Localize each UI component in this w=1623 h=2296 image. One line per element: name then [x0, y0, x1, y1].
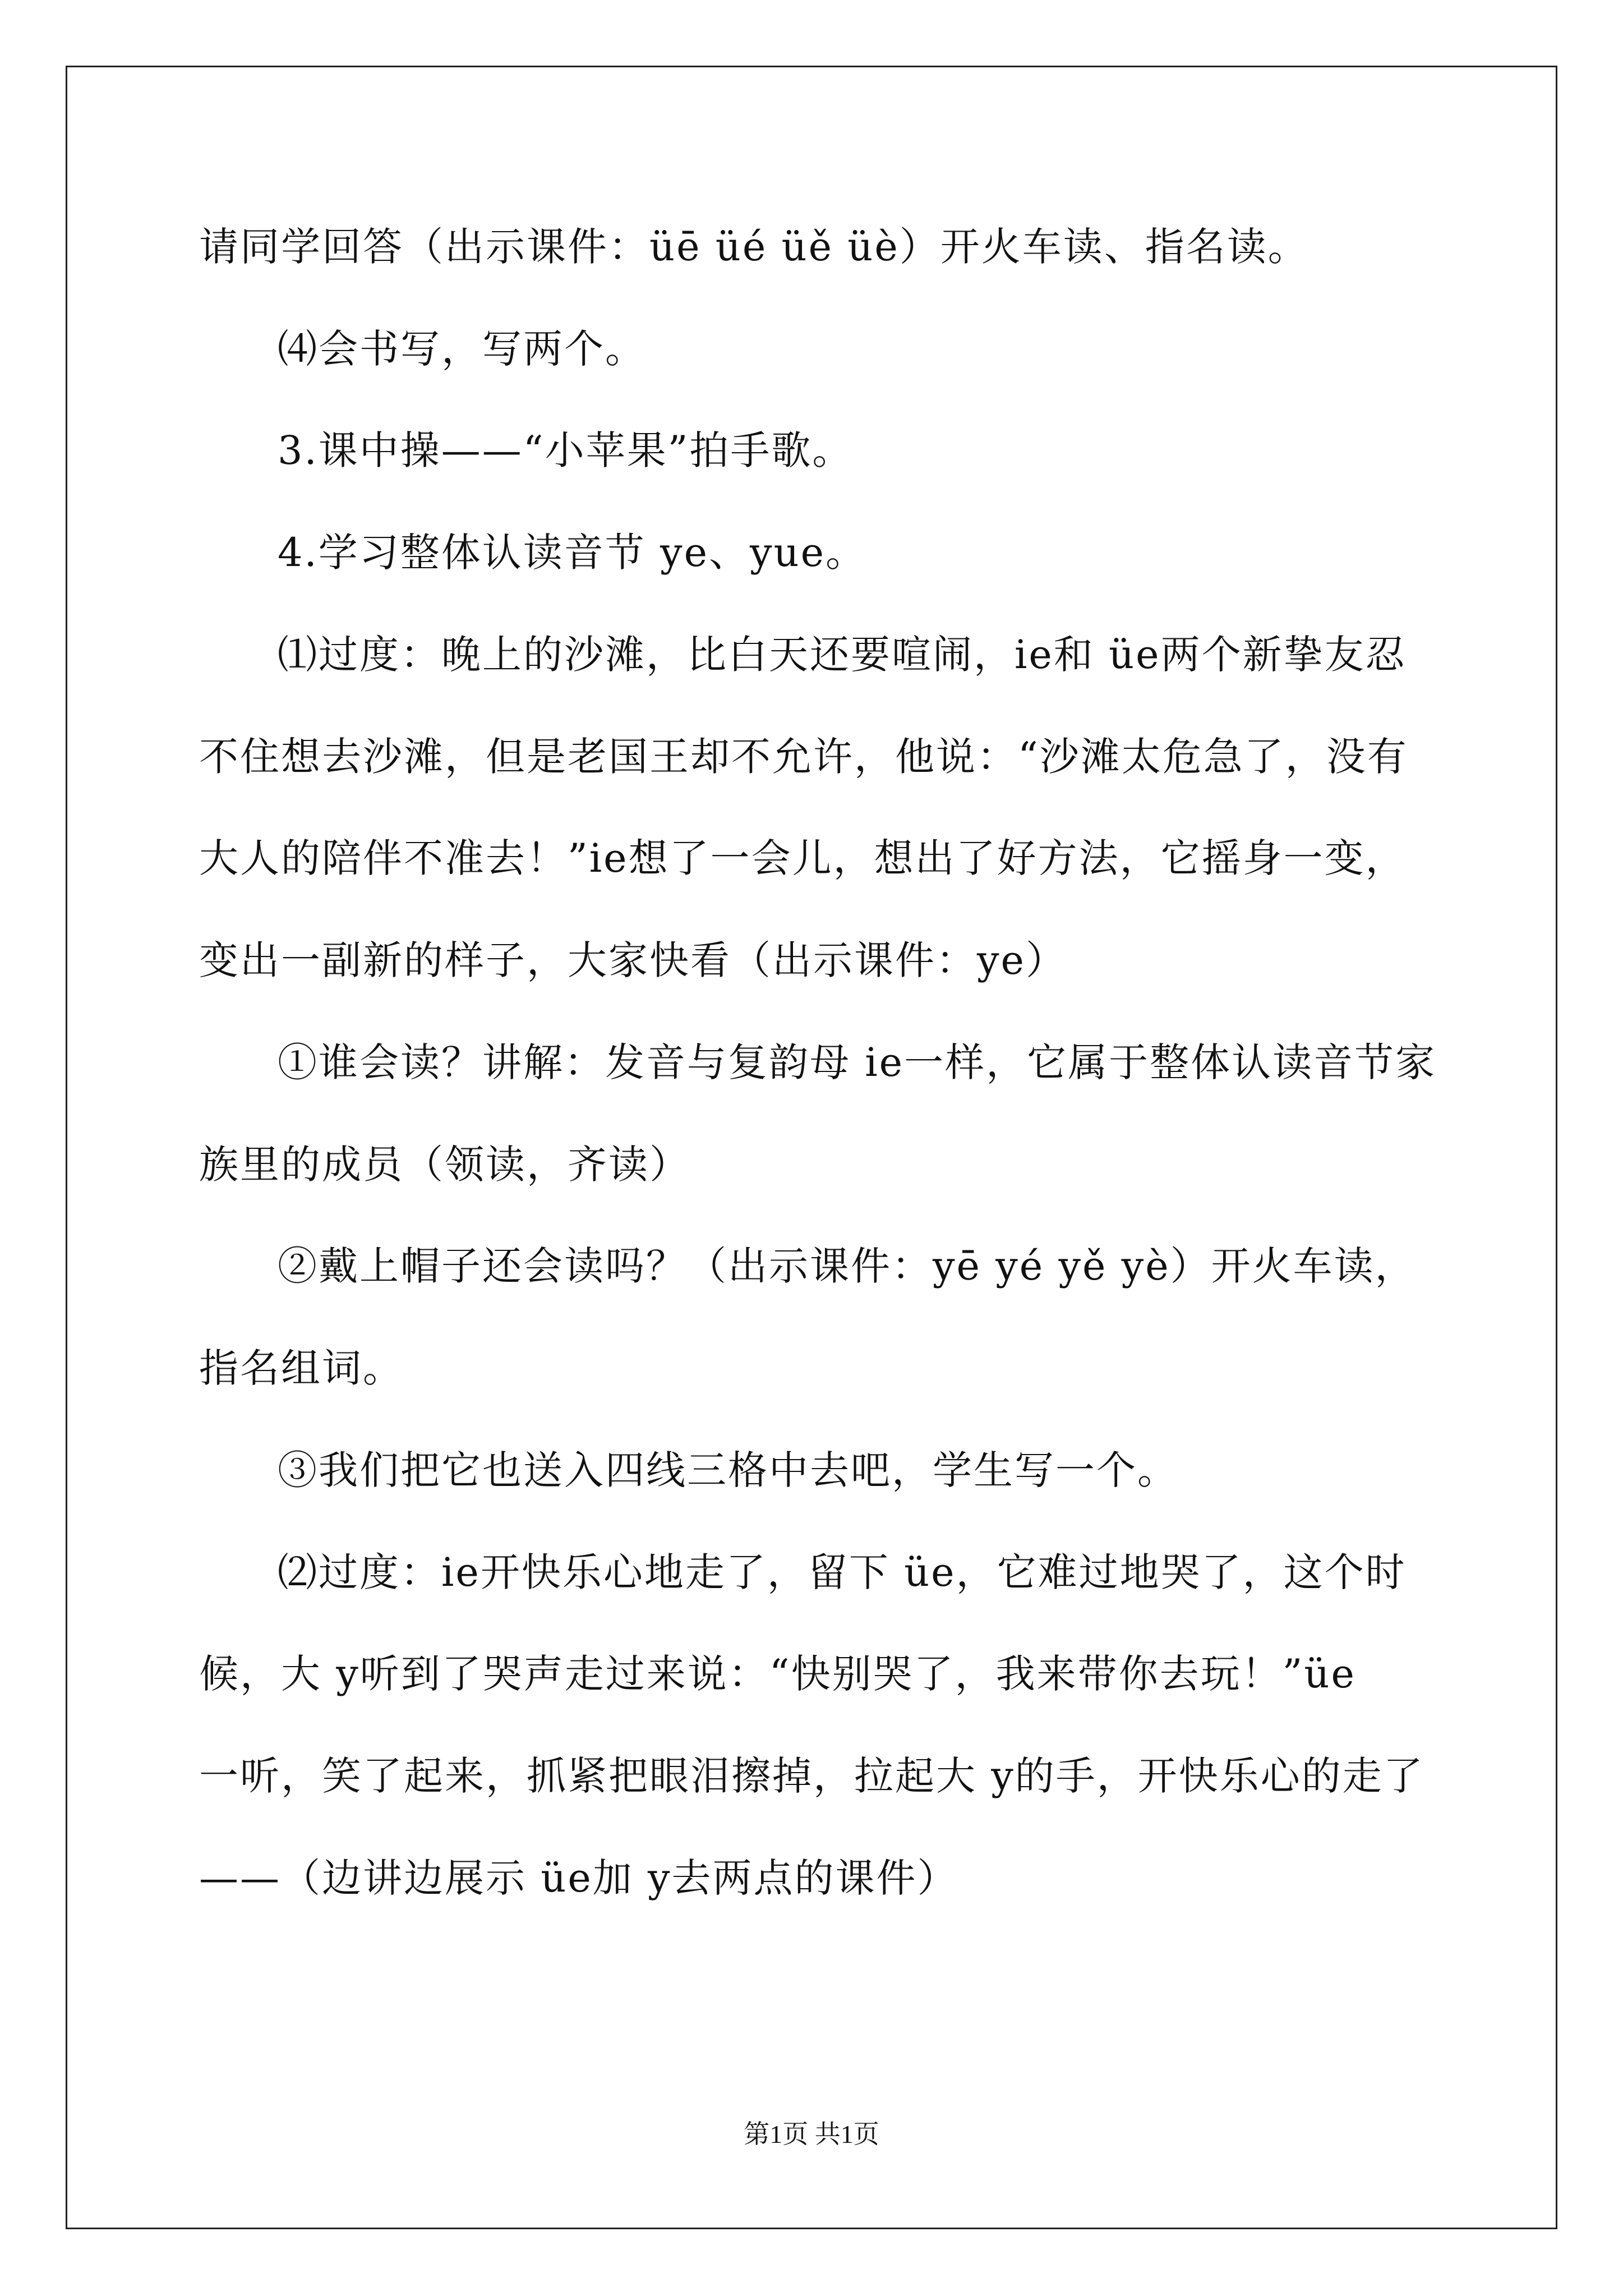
- paragraph-line: 4.学习整体认读音节 ye、yue。: [278, 530, 867, 576]
- paragraph-line: 族里的成员（领读，齐读）: [199, 1142, 690, 1188]
- paragraph-line: 请同学回答（出示课件：üē üé üě üè）开火车读、指名读。: [199, 224, 1309, 270]
- paragraph-line: ②戴上帽子还会读吗？（出示课件：yē yé yě yè）开火车读，: [278, 1243, 1416, 1289]
- page-footer: 第1页 共1页: [744, 2120, 879, 2148]
- paragraph-line: ——（边讲边展示 üe加 y去两点的课件）: [199, 1855, 958, 1901]
- paragraph-line: 大人的陪伴不准去！”ie想了一会儿，想出了好方法，它摇身一变，: [199, 835, 1407, 881]
- paragraph-line: 候，大 y听到了哭声走过来说：“快别哭了，我来带你去玩！”üe: [199, 1651, 1356, 1697]
- paragraph-line: ①谁会读？讲解：发音与复韵母 ie一样，它属于整体认读音节家: [278, 1039, 1437, 1085]
- paragraph-line: ③我们把它也送入四线三格中去吧，学生写一个。: [278, 1447, 1178, 1493]
- paragraph-line: 变出一副新的样子，大家快看（出示课件：ye）: [199, 937, 1067, 983]
- paragraph-line: 3.课中操——“小苹果”拍手歌。: [278, 427, 854, 473]
- paragraph-line: ⑵过度：ie开快乐心地走了，留下 üe，它难过地哭了，这个时: [278, 1549, 1407, 1595]
- paragraph-line: 不住想去沙滩，但是老国王却不允许，他说：“沙滩太危急了，没有: [199, 734, 1408, 780]
- paragraph-line: 指名组词。: [199, 1345, 404, 1391]
- paragraph-line: 一听，笑了起来，抓紧把眼泪擦掉，拉起大 y的手，开快乐心的走了: [199, 1753, 1424, 1799]
- paragraph-line: ⑷会书写，写两个。: [278, 326, 646, 372]
- paragraph-line: ⑴过度：晚上的沙滩，比白天还要喧闹，ie和 üe两个新挚友忍: [278, 632, 1407, 678]
